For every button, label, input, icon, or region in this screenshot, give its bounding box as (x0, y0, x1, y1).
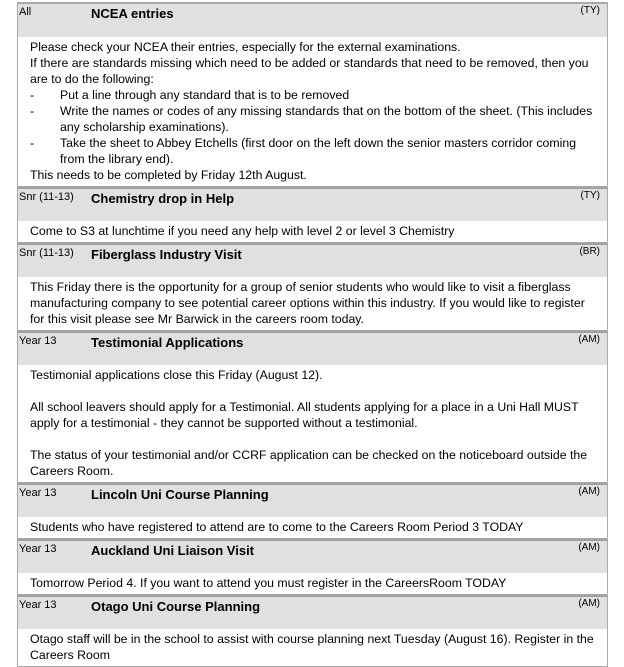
notice-header (18, 331, 607, 365)
notice-fiberglass-visit (17, 242, 608, 330)
notice-header (18, 595, 607, 629)
notice-chemistry-drop-in (17, 186, 608, 242)
notice-body (18, 221, 607, 242)
notice-audience: Snr (11-13) (19, 191, 74, 203)
notice-body (18, 629, 607, 666)
bullet-text: Put a line through any standard that is to be removed (60, 88, 350, 102)
bullet-text: Take the sheet to Abbey Etchells (first door on the left down the senior masters corridor coming from the library end). (60, 136, 577, 166)
notice-header (18, 539, 607, 573)
notice-title: Chemistry drop in Help (91, 191, 235, 206)
notice-audience: All (19, 6, 32, 18)
notice-paragraph: All school leavers should apply for a Testimonial. All students applying for a place in a Uni Hall MUST apply for a testimonial - they cannot be supported without a testimonial. (30, 400, 579, 430)
notice-audience: Year 13 (19, 543, 57, 555)
notice-title: Otago Uni Course Planning (91, 599, 261, 614)
notice-body (18, 573, 607, 594)
notice-paragraph: If there are standards missing which need to be added or standards that need to be removed, then you are to do the following: (30, 56, 589, 86)
notice-title: Testimonial Applications (91, 335, 244, 350)
bullet-text: Write the names or codes of any missing standards that on the bottom of the sheet. (This includes any scholarship examinations). (60, 104, 593, 134)
notice-header (18, 483, 607, 517)
notice-body (18, 365, 607, 482)
notice-code: (AM) (578, 334, 600, 345)
notice-ncea-entries (17, 2, 608, 186)
bullet-item (30, 103, 599, 135)
notice-paragraph: This Friday there is the opportunity for a group of senior students who would like to visit a fiberglass manufacturing company to see potential career options within this industry. If you would like to register for this visit please see Mr Barwick in the careers room today. (30, 280, 585, 326)
notice-paragraph: The status of your testimonial and/or CCRF application can be checked on the noticeboard outside the Careers Room. (30, 448, 588, 478)
notice-audience: Year 13 (19, 487, 57, 499)
notice-body (18, 37, 607, 186)
bullet-item (30, 87, 599, 103)
notice-audience: Year 13 (19, 599, 57, 611)
notice-lincoln-course-planning (17, 482, 608, 538)
notice-audience: Year 13 (19, 335, 57, 347)
notice-code: (AM) (578, 598, 600, 609)
notice-body (18, 277, 607, 330)
notice-testimonial-applications (17, 330, 608, 482)
notice-title: NCEA entries (91, 6, 174, 21)
notice-code: (TY) (580, 5, 600, 16)
notice-paragraph: Tomorrow Period 4. If you want to attend you must register in the CareersRoom TODAY (30, 576, 507, 590)
notice-paragraph: Students who have registered to attend are to come to the Careers Room Period 3 TODAY (30, 520, 524, 534)
notice-paragraph: Otago staff will be in the school to assist with course planning next Tuesday (August 16). Register in the Careers Room (30, 632, 594, 662)
notice-title: Lincoln Uni Course Planning (91, 487, 269, 502)
bullet-dash: - (30, 104, 35, 118)
notice-title: Auckland Uni Liaison Visit (91, 543, 255, 558)
notice-paragraph: Testimonial applications close this Friday (August 12). (30, 368, 323, 382)
notice-code: (TY) (580, 190, 600, 201)
notice-header (18, 3, 607, 37)
bullet-item (30, 135, 599, 167)
notice-code: (AM) (578, 542, 600, 553)
notice-list (17, 2, 608, 667)
notice-code: (AM) (578, 486, 600, 497)
notice-paragraph: Come to S3 at lunchtime if you need any help with level 2 or level 3 Chemistry (30, 224, 455, 238)
notice-auckland-liaison-visit (17, 538, 608, 594)
notice-paragraph: This needs to be completed by Friday 12th August. (30, 168, 307, 182)
bullet-dash: - (30, 136, 35, 150)
notice-audience: Snr (11-13) (19, 247, 74, 259)
notice-paragraph: Please check your NCEA their entries, especially for the external examinations. (30, 40, 461, 54)
notice-header (18, 243, 607, 277)
notice-header (18, 187, 607, 221)
notice-title: Fiberglass Industry Visit (91, 247, 242, 262)
notice-code: (BR) (579, 246, 600, 257)
notice-otago-course-planning (17, 594, 608, 667)
notice-body (18, 517, 607, 538)
bullet-dash: - (30, 88, 35, 102)
